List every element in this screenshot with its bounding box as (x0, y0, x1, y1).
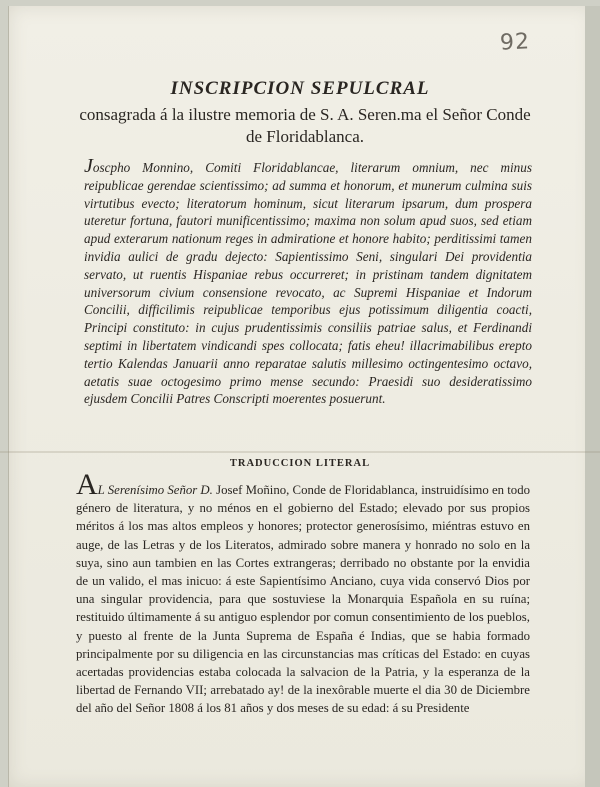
inscription-title: INSCRIPCION SEPULCRAL (170, 78, 430, 99)
page-edge-shadow (585, 6, 600, 787)
translation-heading: TRADUCCION LITERAL (229, 458, 371, 469)
latin-inscription (84, 155, 532, 408)
spanish-translation (76, 468, 530, 718)
latin-initial: J (84, 155, 93, 177)
inscription-subtitle: consagrada á la ilustre memoria de S. A. Seren.ma el Señor Conde de Floridablanca. (79, 105, 531, 146)
folio-number: 92 (499, 29, 531, 56)
translation-initial: A (76, 468, 98, 501)
page-fold-line (0, 451, 600, 453)
translation-lead: L Serenísimo Señor D. (97, 483, 213, 497)
translation-body: Josef Moñino, Conde de Floridablanca, instruidísimo en todo género de literatura, y no ménos en el gobierno del Estado; elevado por sus propios méritos á los mas altos empleos y honores; protector generosísimo, miéntras estuvo en auge, de las Letras y de los Literatos, admirado sobre manera y honrado no solo en la suya, sino aun tambien en las Cortes extrangeras; derribado no obstante por la envidia de un valido, el mas inicuo: á este Sapientísimo Anciano, cuya vida conservó Dios por una singular providencia, para que sostuviese la Monarquia Española en su ruína; restituido últimamente á su antiguo esplendor por comun consentimiento de los pueblos, y puesto al frente de la Junta Suprema de España é Indias, que se habia formado principalmente por su diligencia en las circunstancias mas críticas del Estado: en cuyas acertadas providencias estaba colocada la salvacion de la Patria, y la esperanza de la libertad de Fernando VII; arrebatado ay! de la inexôrable muerte el dia 30 de Diciembre del año del Señor 1808 á los 81 años y dos meses de su edad: á su Presidente (76, 483, 530, 716)
latin-body: oscpho Monnino, Comiti Floridablancae, literarum omnium, nec minus reipublicae gerendae scientissimo; ad summa et honorum, et munerum culmina suis virtutibus evecto; literatorum hominum, sicut literarum ipsarum, dum prospera uteretur fortuna, fautori munificentissimo; maxima non solum apud suos, sed etiam apud exterarum nationum reges in admiratione et honore habito; perditissimi tamen invidia aulici de gradu dejecto: Sapientissimo Seni, singulari Dei providentia servato, ut ruentis Hispaniae rebus occurreret; in pristinam tandem dignitatem universorum civium consensione revocato, ac Supremi Hispaniae et Indorum Concilii, difficilimis reipublicae temporibus ejus potissimum diligentia coacti, Principi constituto: in cujus prudentissimis consiliis patriae salus, et Ferdinandi septimi in libertatem vindicandi spes collocata; fatis eheu! illacrimabilibus erepto tertio Kalendas Januarii anno reparatae salutis millesimo octingentesimo octavo, aetatis suae octogesimo primo mense secundo: Praesidi suo desideratissimo ejusdem Concilii Patres Conscripti moerentes posuerunt. (84, 160, 532, 407)
